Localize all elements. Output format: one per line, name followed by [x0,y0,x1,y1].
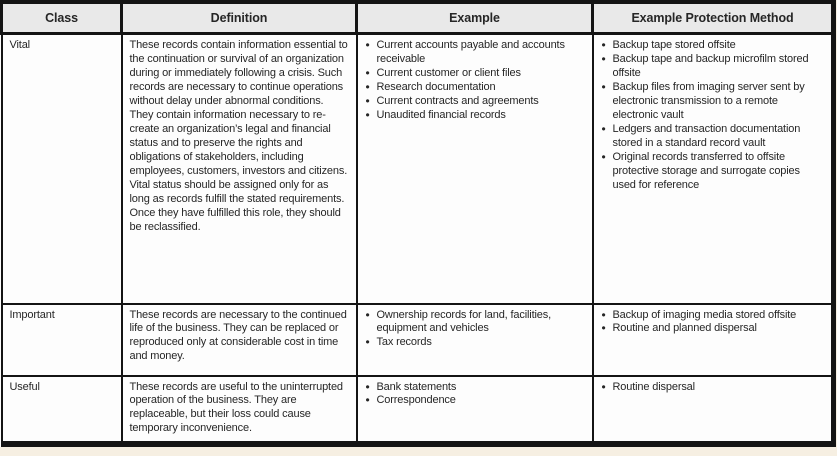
column-header-definition: Definition [122,2,357,34]
column-header-example: Example [357,2,593,34]
list-item: • Backup of imaging media stored offsite [601,309,826,323]
definition-paragraph: These records are useful to the uninterrupted operation of the business. They are replaceable, but their loss could cause temporary inconvenience. [129,380,343,435]
class-cell: Vital [2,34,122,304]
protection-method-cell [593,376,834,444]
protection-method-list [601,39,826,193]
example-cell [357,376,593,444]
list-item: • Backup tape stored offsite [601,39,826,53]
example-list [365,309,586,351]
definition-paragraph: They contain information necessary to re-create an organization’s legal and financial status and to preserve the rights and obligations of stakeholders, including employees, customers, investors and citizens. Vital status should be assigned only for as long as records fulfill the stated requirements. Once they have fulfilled this role, they should be reclassified. [129,108,348,233]
list-item: • Original records transferred to offsite protective storage and surrogate copies used for reference [601,151,826,193]
table-row-vital [2,34,834,304]
example-list [365,381,586,409]
class-cell: Important [2,304,122,376]
protection-method-cell [593,304,834,376]
column-header-class: Class [2,2,122,34]
list-item: • Routine dispersal [601,381,826,395]
protection-method-list [601,381,826,395]
list-item: • Research documentation [365,81,586,95]
list-item: • Ledgers and transaction documentation stored in a standard record vault [601,123,826,151]
list-item: • Backup files from imaging server sent by electronic transmission to a remote electronic vault [601,81,826,123]
class-cell: Useful [2,376,122,444]
column-header-protection-method: Example Protection Method [593,2,834,34]
protection-method-cell [593,34,834,304]
protection-method-list [601,309,826,337]
list-item: • Tax records [365,336,586,350]
list-item: • Current customer or client files [365,67,586,81]
list-item: • Backup tape and backup microfilm stored offsite [601,53,826,81]
definition-paragraph: These records are necessary to the continued life of the business. They can be replaced or reproduced only at considerable cost in time and money. [129,308,347,363]
table-row-useful [2,376,834,444]
list-item: • Ownership records for land, facilities, equipment and vehicles [365,309,586,337]
table-row-important [2,304,834,376]
definition-cell [122,34,357,304]
example-cell [357,304,593,376]
table-header-row [2,2,834,34]
list-item: • Bank statements [365,381,586,395]
list-item: • Unaudited financial records [365,109,586,123]
definition-cell [122,304,357,376]
definition-paragraph: These records contain information essential to the continuation or survival of an organization during or immediately following a crisis. Such records are necessary to continue operations without delay under abnormal conditions. [129,39,348,107]
list-item: • Correspondence [365,394,586,408]
list-item: • Current contracts and agreements [365,95,586,109]
example-cell [357,34,593,304]
example-list [365,39,586,123]
list-item: • Routine and planned dispersal [601,322,826,336]
list-item: • Current accounts payable and accounts receivable [365,39,586,67]
definition-cell [122,376,357,444]
